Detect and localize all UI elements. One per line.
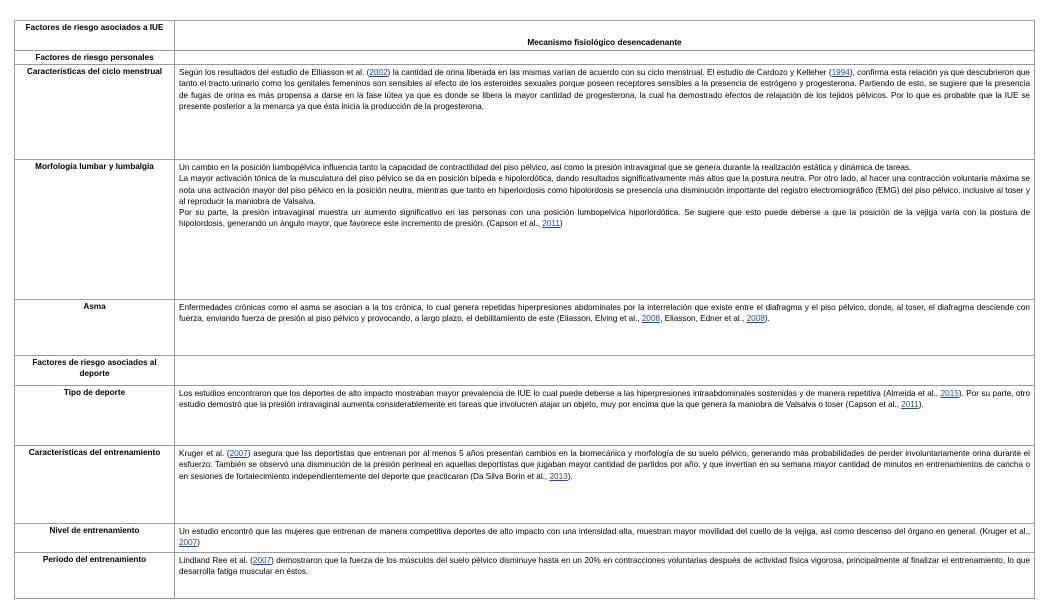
- header-col-mechanism: Mecanismo fisiológico desencadenante: [175, 21, 1035, 51]
- section-row-sport: [15, 356, 1035, 386]
- table-row: [15, 386, 1035, 446]
- table-row: [15, 553, 1035, 599]
- citation-link[interactable]: 2002: [369, 68, 388, 77]
- citation-link[interactable]: 2008: [641, 314, 661, 324]
- citation-link[interactable]: 2007: [252, 556, 272, 565]
- table-row: [15, 160, 1035, 300]
- row-text-menstrual-cycle: Según los resultados del estudio de Elliasson et al. (2002) la cantidad de orina liberada en las mismas varían de acuerdo con su ciclo menstrual. El estudio de Cardozo y Kelleher (1994), confirma esta relación ya que descubrieron que tanto el tracto urinario como los genitales femeninos son sensibles al efecto de los esteroides sexuales porque poseen receptores sensibles a la presencia de estrógeno y progesterona. Partiendo de esto, se sugiere que la presencia de fugas de orina es más propensa a darse en la fase lútea ya que es donde se libera la mayor cantidad de progesterona, la cual ha demostrado efectos de relajación de los tejidos pélvicos. Por lo que es probable que la IUE se presente posterior a la menarca ya que ésta inicia la producción de la progesterona.: [175, 65, 1035, 160]
- citation-link[interactable]: 2011: [901, 400, 919, 410]
- citation-link[interactable]: 2007: [179, 538, 198, 548]
- row-label-menstrual-cycle: Características del ciclo menstrual: [15, 65, 175, 160]
- table-header-row: [15, 21, 1035, 51]
- row-text-training-level: Un estudio encontró que las mujeres que entrenan de manera competitiva deportes de alto impacto con una intensidad alta, muestran mayor movilidad del cuello de la vejiga, así como descenso del órgano en general. (Kruger et al., 2007): [175, 524, 1035, 553]
- paragraph: Por su parte, la presión intravaginal muestra un aumento significativo en las personas con una posición lumbopelvica hiporlordótica. Se sugiere que esto puede deberse a que la posición de la vejiga varía con la postura de hipolordosis, generando un ángulo mayor, que favorece este incremento de presión. (Capson et al., 2011): [179, 208, 1030, 229]
- row-label-training-level: Nivel de entrenamiento: [15, 524, 175, 553]
- table-row: [15, 524, 1035, 553]
- section-empty-cell: [175, 51, 1035, 65]
- header-col-risk-factors: Factores de riesgo asociados a IUE: [15, 21, 175, 51]
- risk-factors-table: [14, 20, 1035, 599]
- row-label-asthma: Asma: [15, 300, 175, 356]
- row-text-lumbar-morphology: [175, 160, 1035, 300]
- row-text-sport-type: Los estudios encontraron que los deportes de alto impacto mostraban mayor prevalencia de IUE lo cual puede deberse a las hiperpresiones intraabdominales sostenidas y de manera repetitiva (Almeida et al., 2015). Por su parte, otro estudio demostró que la presión intravaginal aumenta considerablemente en tareas que involucren atajar un objeto, muy por encima que la que genera la maniobra de Valsalva o toser (Capson et al., 2011).: [175, 386, 1035, 446]
- row-label-training-characteristics: Características del entrenamiento: [15, 446, 175, 524]
- paragraph: Un cambio en la posición lumbopélvica influencia tanto la capacidad de contractilidad del piso pélvico, así como la presión intravaginal que se genera durante la realización estática y dinámica de tareas.: [179, 163, 912, 172]
- citation-link[interactable]: 2013: [549, 471, 568, 481]
- row-label-lumbar-morphology: Morfología lumbar y lumbalgia: [15, 160, 175, 300]
- row-text-asthma: Enfermedades crónicas como el asma se asocian a la tos crónica, lo cual genera repetidas hiperpresiones abdominales por la interrelación que existe entre el diafragma y el piso pélvico, donde, al toser, el diafragma desciende con fuerza, enviando fuerza de presión al piso pélvico y provocando, a largo plazo, el debilitamiento de este (Eliasson, Elving et al., 2008, Eliasson, Edner et al., 2008).: [175, 300, 1035, 356]
- section-title-personal: Factores de riesgo personales: [15, 51, 175, 65]
- row-text-training-period: Lindland Ree et al. (2007) demostraron que la fuerza de los músculos del suelo pélvico disminuye hasta en un 20% en contracciones voluntarias después de actividad física vigorosa, principalmente al finalizar el entrenamiento, lo que desarrolla fatiga muscular en éstos.: [175, 553, 1035, 599]
- section-title-sport: Factores de riesgo asociados al deporte: [15, 356, 175, 386]
- citation-link[interactable]: 2011: [542, 219, 560, 229]
- section-empty-cell: [175, 356, 1035, 386]
- row-text-training-characteristics: Kruger et al. (2007) asegura que las deportistas que entrenan por al menos 5 años presentan cambios en la biomecánica y morfología de su suelo pélvico, generando más probabilidades de perder involuntariamente orina durante el esfuerzo. También se observó una disminución de la presión perineal en aquellas deportistas que jugaban mayor cantidad de partidos por año, y que invertían en su semana mayor cantidad de minutos en entrenamientos de cancha o en sesiones de fortalecimiento independientemente del deporte que practicaran (Da Silva Borin et al., 2013).: [175, 446, 1035, 524]
- row-label-sport-type: Tipo de deporte: [15, 386, 175, 446]
- citation-link[interactable]: 1994: [831, 68, 850, 77]
- table-row: [15, 446, 1035, 524]
- paragraph: La mayor activación tónica de la musculatura del piso pélvico se da en posición bípeda e hipolordótica, dando resultados significativamente más altos que la postura neutra. Por otro lado, al hacer una contracción voluntaria máxima se nota una activación mayor del piso pélvico en la posición neutra, mientras que tanto en hiperlordosis como hipolordosis se presencia una disminución importante del registro electromiográfico (EMG) del piso pélvico, inclusive al toser y al reproducir la maniobra de Valsalva.: [179, 174, 1030, 206]
- citation-link[interactable]: 2015: [940, 389, 959, 398]
- row-label-training-period: Periodo del entrenamiento: [15, 553, 175, 599]
- citation-link[interactable]: 2008: [746, 314, 765, 324]
- section-row-personal: [15, 51, 1035, 65]
- table-row: [15, 65, 1035, 160]
- table-row: [15, 300, 1035, 356]
- citation-link[interactable]: 2007: [229, 449, 248, 458]
